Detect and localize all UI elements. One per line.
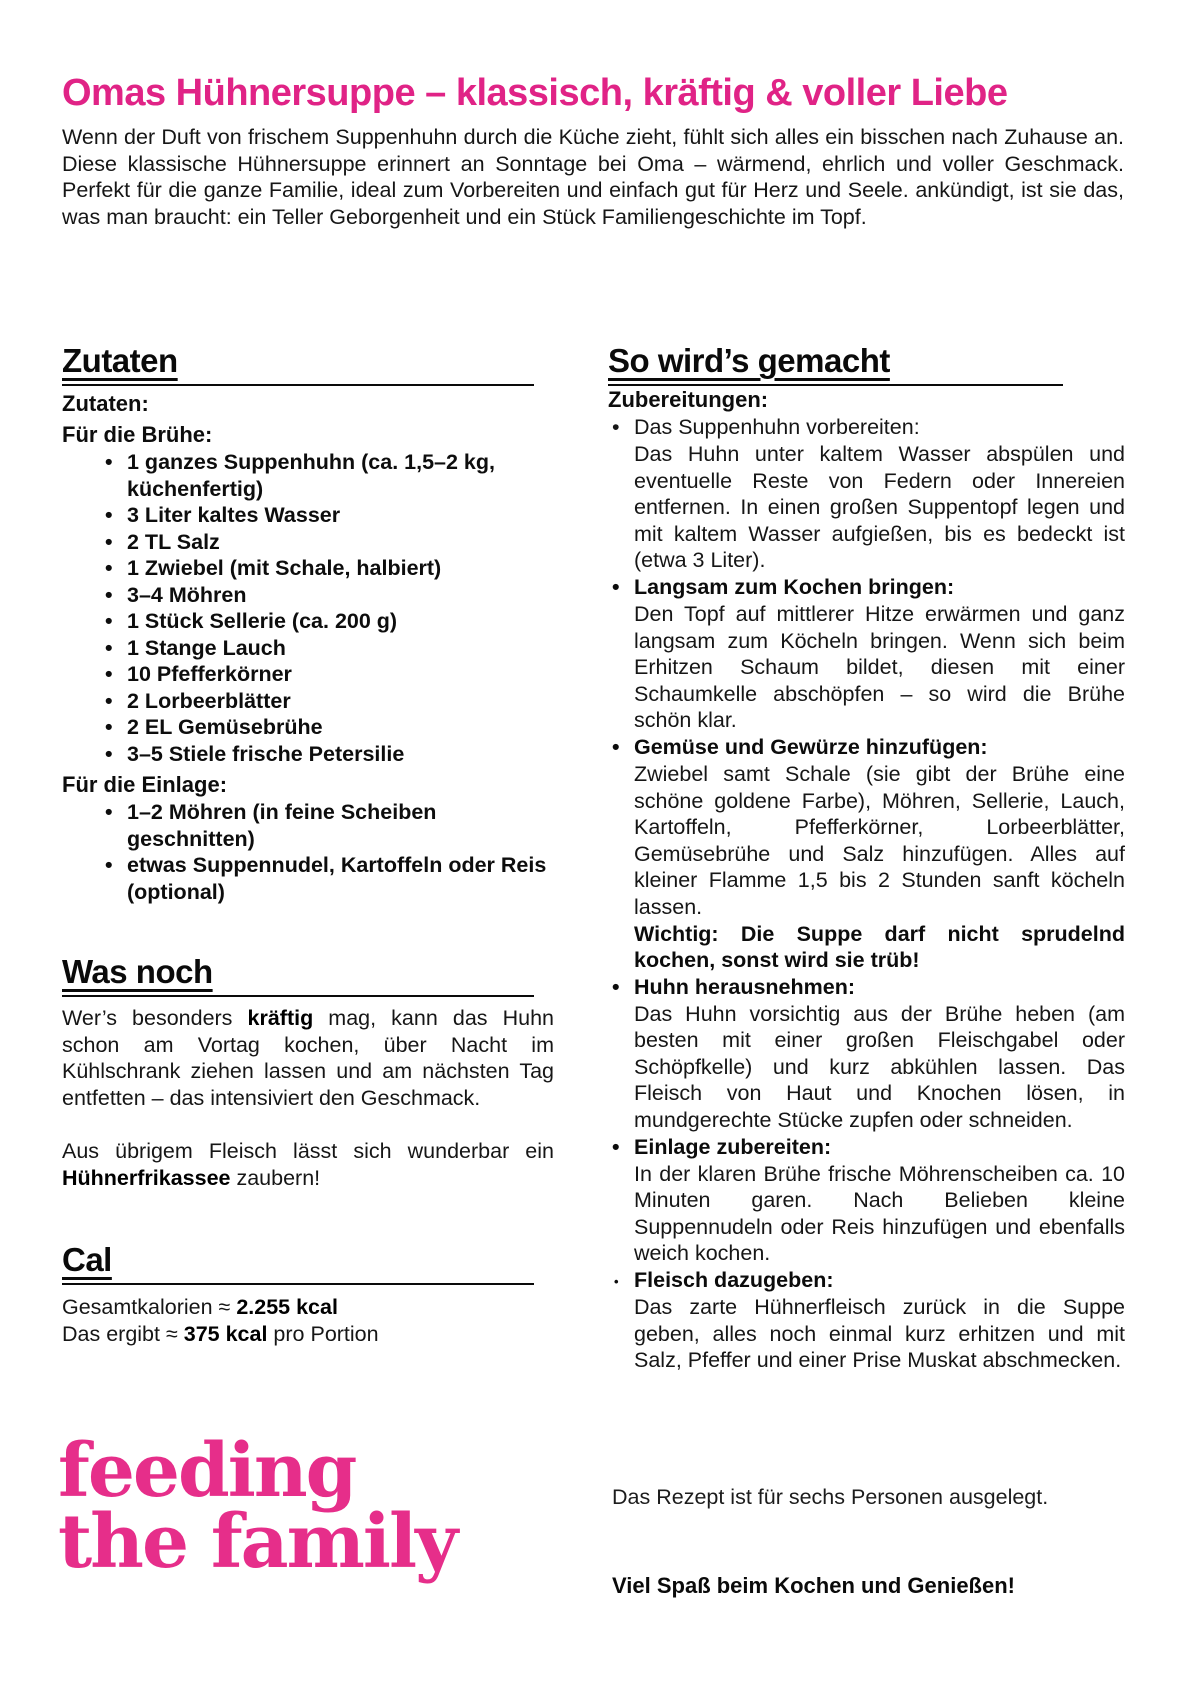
per-portion-value: 375 kcal [183,1321,268,1346]
tips-p1-pre: Wer’s besonders [62,1006,248,1030]
instructions-heading-rule [608,341,1063,386]
page-header [62,70,1124,230]
instruction-step [608,414,1125,574]
section-calories [62,1240,554,1347]
ingredient-item: • 1–2 Möhren (in feine Scheiben geschnitten) [62,799,554,852]
total-calories-prefix: Gesamtkalorien ≈ [62,1295,237,1319]
total-calories-value: 2.255 kcal [236,1295,338,1319]
logo-line-2: the family [58,1499,457,1585]
per-portion-suffix: pro Portion [267,1321,379,1346]
ingredient-item: • etwas Suppennudel, Kartoffeln oder Reis (optional) [62,852,554,905]
ingredient-item: • 3 Liter kaltes Wasser [62,502,554,529]
logo-line-1: feeding [58,1428,356,1514]
instructions-heading-text: So wird’s gemacht [608,342,890,379]
ingredient-item: • 1 Stück Sellerie (ca. 200 g) [62,608,554,635]
tips-p1-post: mag, kann das Huhn schon am Vortag kochen, über Nacht im Kühlschrank ziehen lassen und am nächsten Tag entfetten – das intensiviert den Geschmack. [62,1006,554,1110]
section-tips [62,952,554,1192]
ingredients-heading [62,341,534,381]
servings-note: Das Rezept ist für sechs Personen ausgelegt. [612,1485,1049,1509]
calories-heading [62,1240,534,1280]
instructions-heading [608,341,1063,381]
ingredient-item: • 1 ganzes Suppenhuhn (ca. 1,5–2 kg, küchenfertig) [62,449,554,502]
ingredients-list-bruehe [62,449,554,767]
step-label: • Huhn herausnehmen: [608,974,1125,1001]
ingredient-item: • 1 Zwiebel (mit Schale, halbiert) [62,555,554,582]
tips-paragraph-2 [62,1138,554,1191]
tips-heading-rule [62,952,534,997]
ingredients-list-einlage [62,799,554,905]
instruction-step [608,734,1125,974]
garnish-group-label: Für die Einlage: [62,772,228,797]
ingredient-item: • 10 Pfefferkörner [62,661,554,688]
step-label: • Fleisch dazugeben: [608,1267,1125,1294]
step-body: Das Huhn vorsichtig aus der Brühe heben (am besten mit einer großen Fleischgabel oder Schöpfkelle) und kurz abkühlen lassen. Das Fleisch von Haut und Knochen lösen, in mundgerechte Stücke zupfen oder schneiden. [634,1001,1125,1133]
ingredient-item: • 3–4 Möhren [62,582,554,609]
step-body: Den Topf auf mittlerer Hitze erwärmen und ganz langsam zum Köcheln bringen. Wenn sich beim Erhitzen Schaum bildet, diesen mit einer Schaumkelle abschöpfen – so wird die Brühe schön klar. [634,601,1125,733]
ingredients-heading-text: Zutaten [62,342,178,379]
tips-p1-bold: kräftig [247,1006,314,1030]
step-body: Das Huhn unter kaltem Wasser abspülen und eventuelle Reste von Federn oder Innereien entfernen. In einen großen Suppentopf legen und mit kaltem Wasser aufgießen, bis es bedeckt ist (etwa 3 Liter). [634,442,1125,573]
step-label: • Einlage zubereiten: [608,1134,1125,1161]
calories-lines [62,1294,554,1347]
step-body: In der klaren Brühe frische Möhrenscheiben ca. 10 Minuten garen. Nach Belieben kleine Suppennudeln oder Reis hinzufügen und ebenfalls weich kochen. [634,1161,1125,1266]
broth-group-label: Für die Brühe: [62,422,213,447]
feeding-the-family-logo [58,1428,457,1585]
section-instructions [608,341,1125,1374]
tips-p2-post: zaubern! [230,1165,321,1190]
ingredient-item: • 2 EL Gemüsebrühe [62,714,554,741]
instruction-step [608,1267,1125,1374]
step-body: Zwiebel samt Schale (sie gibt der Brühe eine schöne goldene Farbe), Möhren, Sellerie, Lauch, Kartoffeln, Pfefferkörner, Lorbeerblätter, Gemüsebrühe und Salz hinzufügen. Alles auf kleiner Flamme 1,5 bis 2 Stunden sanft köcheln lassen. [634,761,1125,919]
ingredient-item: • 1 Stange Lauch [62,635,554,662]
step-label: • Langsam zum Kochen bringen: [608,574,1125,601]
ingredient-item: • 2 TL Salz [62,529,554,556]
instruction-step [608,974,1125,1134]
page-title: Omas Hühnersuppe – klassisch, kräftig & voller Liebe [62,72,1008,114]
step-label: • Das Suppenhuhn vorbereiten: [608,414,1125,441]
total-calories-line [62,1294,554,1321]
tips-heading [62,952,534,992]
tips-p2-bold: Hühnerfrikassee [62,1165,231,1190]
important-note: Wichtig: Die Suppe darf nicht sprudelnd kochen, sonst wird sie trüb! [634,921,1125,973]
instruction-step [608,574,1125,734]
calories-heading-text: Cal [62,1241,112,1278]
intro-paragraph: Wenn der Duft von frischem Suppenhuhn durch die Küche zieht, fühlt sich alles ein bisschen nach Zuhause an. Diese klassische Hühnersuppe erinnert an Sonntage bei Oma – wärmend, ehrlich und voller Geschmack. Perfekt für die ganze Familie, ideal zum Vorbereiten und einfach gut für Herz und Seele. ankündigt, ist sie das, was man braucht: ein Teller Geborgenheit und ein Stück Familiengeschichte im Topf. [62,125,1124,229]
ingredients-subheading: Zutaten: [62,391,149,416]
ingredient-item: • 2 Lorbeerblätter [62,688,554,715]
per-portion-line [62,1321,554,1348]
instruction-steps [608,414,1125,1374]
ingredients-heading-rule [62,341,534,386]
closing-line: Viel Spaß beim Kochen und Genießen! [612,1573,1015,1598]
calories-heading-rule [62,1240,534,1285]
tips-paragraph-1 [62,1005,554,1111]
tips-p2-pre: Aus übrigem Fleisch lässt sich wunderbar ein [62,1139,554,1164]
per-portion-prefix: Das ergibt ≈ [62,1321,184,1346]
step-body: Das zarte Hühnerfleisch zurück in die Suppe geben, alles noch einmal kurz erhitzen und mit Salz, Pfeffer und einer Prise Muskat abschmecken. [634,1295,1125,1373]
ingredient-item: • 3–5 Stiele frische Petersilie [62,741,554,768]
section-ingredients [62,341,554,905]
instruction-step [608,1134,1125,1267]
step-label: • Gemüse und Gewürze hinzufügen: [608,734,1125,761]
instructions-subheading: Zubereitungen: [608,387,769,412]
tips-heading-text: Was noch [62,953,213,990]
